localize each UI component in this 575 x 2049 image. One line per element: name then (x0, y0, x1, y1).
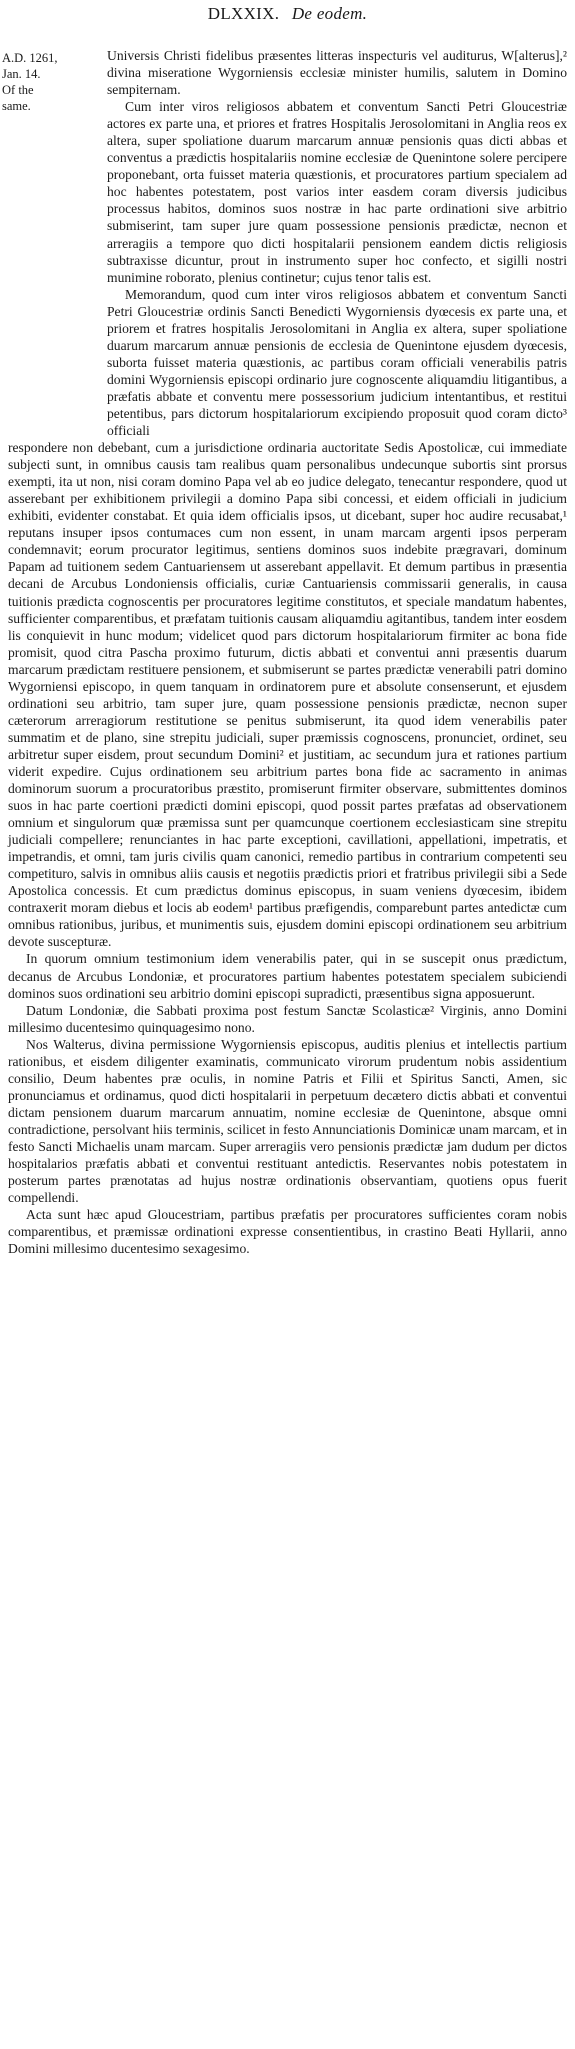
paragraph-datum: Datum Londoniæ, die Sabbati proxima post festum Sanctæ Scolasticæ² Virginis, anno Domini millesimo ducentesimo quinquagesimo nono. (8, 1002, 567, 1035)
charter-number: DLXXIX. (207, 4, 280, 23)
paragraph-memorandum: Memorandum, quod cum inter viros religiosos abbatem et conventum Sancti Petri Gloucestriæ ordinis Sancti Benedicti Wygorniensis dyœcesis ex parte una, et priorem et fratres hospitalis Jerosolomitani in Anglia ex altera, super spoliatione duarum marcarum annuæ pensionis de ecclesia de Quenintone ejusdem dyœcesis, suborta fuisset materia quæstionis, ac partibus coram officiali venerabilis patris domini Wygorniensis episcopi ordinario jure cognoscente aliquamdiu litigantibus, a præfatis abbate et conventu mere possessorium judicium intentantibus, et restitui petentibus, pars dictorum hospitalariorum excipiendo proposuit quod coram dicto³ officiali (107, 286, 567, 439)
charter-body (0, 47, 575, 1257)
charter-title: De eodem. (291, 4, 368, 23)
paragraph-salutation: Universis Christi fidelibus præsentes litteras inspecturis vel auditurus, W[alterus],² divina miseratione Wygorniensis ecclesiæ minister humilis, salutem in Domino sempiternam. (107, 48, 567, 98)
side-note-line: A.D. 1261, (2, 51, 58, 65)
paragraph-preamble: Cum inter viros religiosos abbatem et conventum Sancti Petri Gloucestriæ actores ex parte una, et priores et fratres Hospitalis Jerosolomitani in Anglia reos ex altera, super spoliatione duarum marcarum annuæ pensionis quas dicti abbas et conventus a prædictis hospitalariis nomine ecclesiæ de Quenintone solere percipere proponebant, orta fuisset materia quæstionis, et procuratores partium specialem ad hoc habentes potestatem, post varios inter easdem coram diversis judicibus processus habitos, dominos suos nostræ in hac parte ordinationi sive arbitrio submiserint, tam super jure quam possessione pensionis prædictæ, necnon et arreragiis a tempore quo dicti hospitalarii pensionem eandem dictis religiosis subtraxisse dicuntur, prout in instrumento super hoc confecto, et sigilli nostri munimine roborato, plenius continetur; cujus tenor talis est. (107, 99, 567, 285)
side-note-line: same. (2, 99, 31, 113)
document-header (0, 0, 575, 34)
paragraph-memorandum-continued: respondere non debebant, cum a jurisdictione ordinaria auctoritate Sedis Apostolicæ, cui immediate subjecti sunt, in omnibus causis tam realibus quam personalibus undecunque subortis sint prorsus exempti, ita ut non, nisi coram domino Papa vel ab eo judice delegato, tenecantur respondere, quod ut asserebant per exhibitionem privilegii a domino Papa sibi concessi, et eidem officiali in judicium exhibiti, evidenter constabat. Et quia idem officialis ipsos, ut dicebant, super hoc audire recusabat,¹ reputans insuper ipsos contumaces cum non essent, in unam marcam argenti ipsos perperam condemnavit; eorum procurator legitimus, sentiens dominos suos indebite prægravari, dominum Papam ad tuitionem sedem Cantuariensem ut asserebant appellavit. Et demum partibus in præsentia decani de Arcubus Londoniensis officialis, curiæ Cantuariensis commissarii generalis, in causa tuitionis prædicta cognoscentis per procuratores legitime constitutos, et speciale mandatum habentes, sufficienter comparentibus, et præfatam tuitionis causam aliquamdiu agitantibus, tandem inter eosdem lis conquievit in hunc modum; videlicet quod pars dictorum hospitalariorum firmiter ac bona fide promisit, quod citra Pascha proximo futurum, dictis abbati et conventui anni præsentis duarum marcarum prædictam restituere pensionem, et submiserunt se partes prædictæ venerabili patri domino Wygorniensi episcopo, in quem tanquam in ordinatorem pure et absolute consenserunt, et ejusdem ordinationi seu arbitrio, tam super jure, quam possessione pensionis prædictæ, necnon super cæterorum arreragiorum restitutione se penitus submiserunt, ita quod idem venerabilis pater summatim et de plano, sine strepitu judiciali, super præmissis cognoscens, pronunciet, ordinet, seu arbitretur super eisdem, prout secundum Domini² et justitiam, ac secundum jura et rationes partium viderit expedire. Cujus ordinationem seu arbitrium partes bona fide ac sacramento in animas dominorum suorum a procuratoribus præstito, promiserunt firmiter observare, submittentes dominos suos in hac parte coertioni prædicti domini episcopi, quod possit partes præfatas ad observationem omnium et singulorum quæ præmissa sunt per quamcunque coertionem ecclesiasticam sine strepitu judiciali compellere; renunciantes in hac parte exceptioni, cavillationi, appellationi, impetratis, et impetrandis, et omni, tam juris civilis quam canonici, remedio partibus in contrarium competenti seu competituro, salvis in omnibus aliis causis et negotiis prædictis priori et fratribus privilegii sibi a Sede Apostolica concessis. Et cum prædictus dominus episcopus, in suam veniens dyœcesim, ibidem contraxerit moram diebus et locis ab eodem¹ partibus præfigendis, comparebunt partes antedictæ cum omnibus rationibus, juribus, et munimentis suis, ejusdem domini episcopi ordinationem seu arbitrium devote suscepturæ. (8, 440, 567, 950)
paragraph-ordinatio: Nos Walterus, divina permissione Wygorniensis episcopus, auditis plenius et intellectis partium rationibus, et eisdem diligenter examinatis, communicato virorum prudentum nobis assidentium consilio, Deum habentes præ oculis, in nomine Patris et Filii et Spiritus Sancti, Amen, sic pronunciamus et ordinamus, quod dicti hospitalarii in perpetuum decætero dictis abbati et conventui dictam pensionem duarum marcarum annuatim, nomine ecclesiæ de Quenintone, absque omni contradictione, persolvant hiis terminis, scilicet in festo Annunciationis Dominicæ unam marcam, et in festo Sancti Michaelis unam marcam. Super arreragiis vero pensionis prædictæ jam dudum per dictos hospitalarios præfatis abbati et conventui restituant antedictis. Reservantes nobis potestatem in posterum partes prænotatas ad hujus nostræ ordinationis observantiam, quotiens opus fuerit compellendi. (8, 1036, 567, 1206)
paragraph-acta: Acta sunt hæc apud Gloucestriam, partibus præfatis per procuratores sufficientes coram nobis comparentibus, et præmissæ ordinationi expresse consentientibus, in crastino Beati Hyllarii, anno Domini millesimo ducentesimo sexagesimo. (8, 1207, 567, 1257)
side-note-line: Of the (2, 83, 34, 97)
paragraph-testimonium: In quorum omnium testimonium idem venerabilis pater, qui in se suscepit onus prædictum, decanus de Arcubus Londoniæ, et procuratores partium habentes potestatem specialem subiciendi dominos suos ordinationi seu arbitrio domini episcopi supradicti, præsentibus signa apposuerunt. (8, 951, 567, 1001)
side-note-line: Jan. 14. (2, 67, 41, 81)
